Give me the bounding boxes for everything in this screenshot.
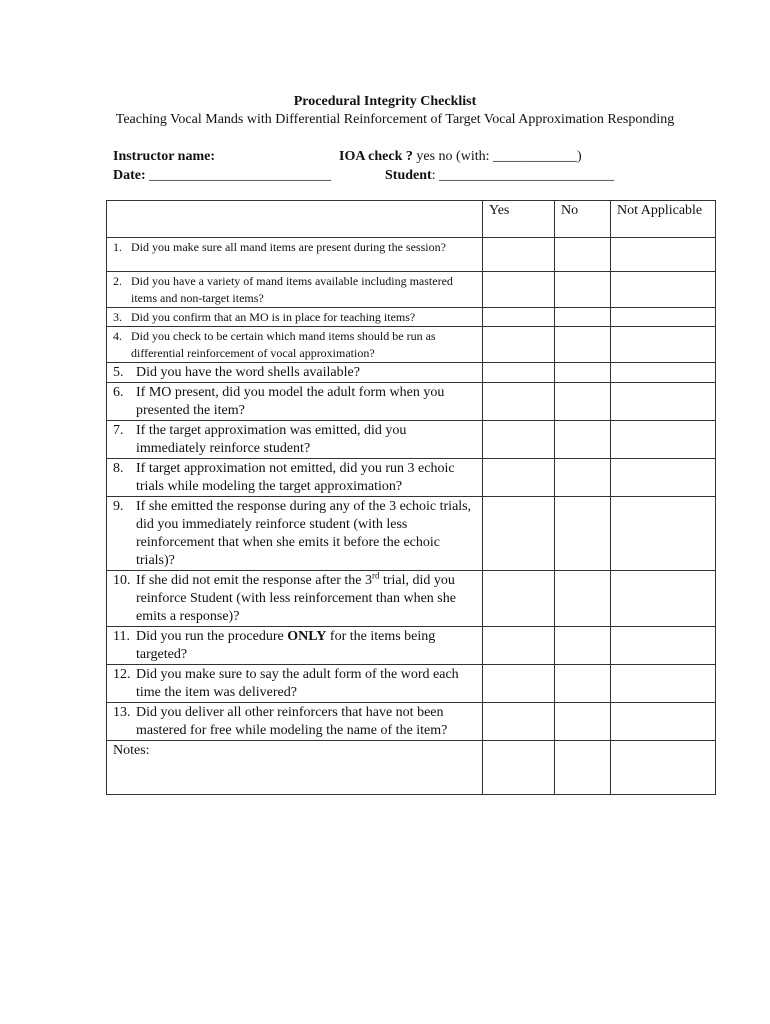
student-field [385,166,614,185]
item-number: 11. [113,629,130,644]
item-text: If the target approximation was emitted, did you immediately reinforce student? [136,423,407,456]
yes-cell[interactable] [483,703,555,741]
table-row [107,383,716,421]
yes-cell[interactable] [483,272,555,308]
item-text: Did you confirm that an MO is in place for teaching items? [131,310,416,324]
item-text: Did you make sure to say the adult form of the word each time the item was delivered? [136,667,459,700]
header-no: No [555,201,611,238]
item-text: If she did not emit the response after the 3rd trial, did you reinforce Student (with less reinforcement than when she emits a response)? [136,570,456,624]
na-cell[interactable] [611,421,716,459]
item-number: 2. [113,274,122,288]
table-row [107,665,716,703]
yes-cell[interactable] [483,327,555,363]
ioa-label: IOA check ? [339,149,413,164]
date-field [113,166,331,185]
item-text: Did you have the word shells available? [136,365,360,380]
date-blank: __________________________ [145,168,332,183]
item-text: Did you have a variety of mand items available including mastered items and non-target items? [131,274,453,305]
emphasis-only: ONLY [287,629,327,644]
na-cell[interactable] [611,459,716,497]
na-cell[interactable] [611,308,716,327]
item-number: 1. [113,240,122,254]
student-blank: : _________________________ [431,168,615,183]
no-cell[interactable] [555,497,611,571]
no-cell[interactable] [555,627,611,665]
ioa-options: yes no (with: ____________) [412,149,582,164]
no-cell[interactable] [555,665,611,703]
yes-cell[interactable] [483,383,555,421]
yes-cell[interactable] [483,421,555,459]
na-cell[interactable] [611,383,716,421]
header-yes: Yes [483,201,555,238]
item-number: 4. [113,329,122,343]
item-text: If target approximation not emitted, did you run 3 echoic trials while modeling the target approximation? [136,461,455,494]
checklist-table [106,200,716,795]
no-cell[interactable] [555,363,611,383]
yes-cell[interactable] [483,665,555,703]
na-cell[interactable] [611,497,716,571]
document-subtitle: Teaching Vocal Mands with Differential Reinforcement of Target Vocal Approximation Responding [115,112,675,127]
no-cell[interactable] [555,703,611,741]
item-text: If MO present, did you model the adult form when you presented the item? [136,385,445,418]
item-number: 13. [113,705,131,720]
item-text: If she emitted the response during any of the 3 echoic trials, did you immediately reinforce student (with less reinforcement that when she emits it before the echoic trials)? [136,499,472,568]
yes-cell[interactable] [483,238,555,272]
item-number: 7. [113,423,124,438]
item-number: 8. [113,461,124,476]
yes-cell[interactable] [483,627,555,665]
na-cell[interactable] [611,665,716,703]
notes-row [107,741,716,795]
table-row [107,308,716,327]
item-number: 5. [113,365,124,380]
no-cell[interactable] [555,571,611,627]
ioa-check [339,147,582,166]
item-number: 9. [113,499,124,514]
na-cell[interactable] [611,703,716,741]
na-cell[interactable] [611,363,716,383]
yes-cell[interactable] [483,497,555,571]
item-number: 12. [113,667,131,682]
instructor-label: Instructor name: [113,149,216,164]
header-fields [113,147,673,185]
table-row [107,459,716,497]
no-cell[interactable] [555,459,611,497]
notes-no-cell[interactable] [555,741,611,795]
table-header-row [107,201,716,238]
table-row [107,238,716,272]
yes-cell[interactable] [483,308,555,327]
no-cell[interactable] [555,421,611,459]
date-label: Date: [113,168,146,183]
student-label: Student [385,168,432,183]
item-text: Did you deliver all other reinforcers that have not been mastered for free while modeling the name of the item? [136,705,448,738]
table-row [107,327,716,363]
item-number: 6. [113,385,124,400]
yes-cell[interactable] [483,459,555,497]
header-empty [107,201,483,238]
table-row [107,421,716,459]
no-cell[interactable] [555,272,611,308]
table-row [107,363,716,383]
table-row [107,497,716,571]
table-row [107,571,716,627]
na-cell[interactable] [611,327,716,363]
notes-na-cell[interactable] [611,741,716,795]
notes-yes-cell[interactable] [483,741,555,795]
table-row [107,272,716,308]
ordinal-suffix: rd [371,570,380,581]
na-cell[interactable] [611,272,716,308]
item-number: 3. [113,310,122,324]
item-number: 10. [113,573,131,588]
item-text: Did you check to be certain which mand items should be run as differential reinforcement of vocal approximation? [131,329,436,360]
item-text: Did you make sure all mand items are present during the session? [131,240,446,254]
notes-label[interactable]: Notes: [107,741,483,795]
no-cell[interactable] [555,238,611,272]
na-cell[interactable] [611,238,716,272]
na-cell[interactable] [611,571,716,627]
yes-cell[interactable] [483,363,555,383]
no-cell[interactable] [555,308,611,327]
item-text: Did you run the procedure ONLY for the items being targeted? [136,629,436,662]
no-cell[interactable] [555,327,611,363]
yes-cell[interactable] [483,571,555,627]
table-row [107,703,716,741]
header-not-applicable: Not Applicable [611,201,716,238]
document-title: Procedural Integrity Checklist [293,94,477,109]
no-cell[interactable] [555,383,611,421]
table-row [107,627,716,665]
na-cell[interactable] [611,627,716,665]
